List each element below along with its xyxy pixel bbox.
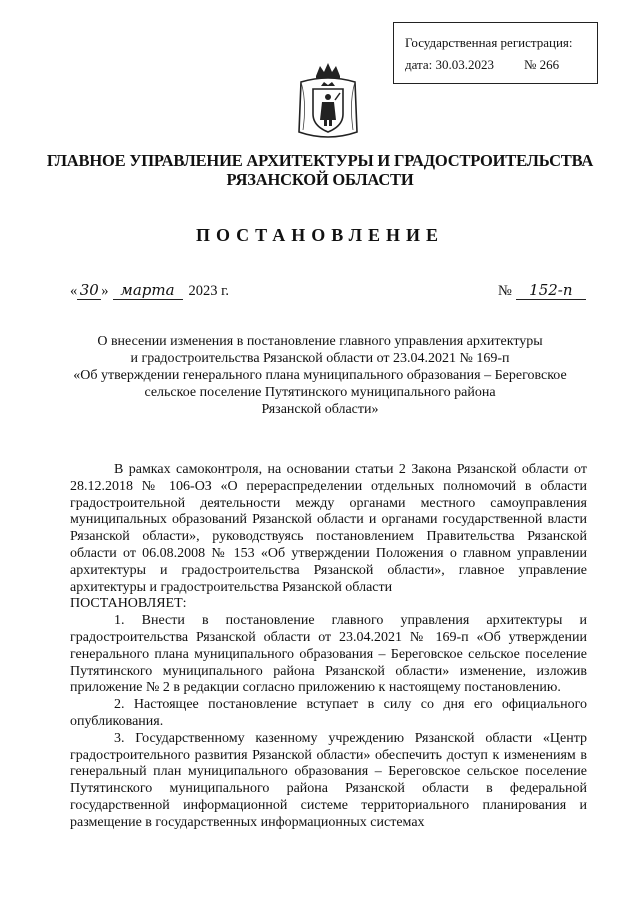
- date-close-quote: »: [101, 283, 109, 299]
- registration-stamp: [393, 22, 598, 84]
- document-subject: [40, 333, 600, 418]
- decree-word: ПОСТАНОВЛЯЕТ:: [70, 596, 187, 612]
- document-type-title: ПОСТАНОВЛЕНИЕ: [195, 225, 445, 245]
- decree-item: 1. Внести в постановление главного управления архитектуры и градостроительства Рязанской области от 23.04.2021 № 169-п «Об утверждении генерального плана муниципального образования – Береговское сельское поселение Путятинского муниципального района Рязанской области» изменение, изложив приложение № 2 в редакции согласно приложению к настоящему постановлению.: [70, 613, 587, 696]
- document-date: [70, 281, 229, 300]
- decree-item: 3. Государственному казенному учреждению Рязанской области «Центр градостроительного развития Рязанской области» обеспечить доступ к изменениям в генеральный план муниципального образования – Береговское сельское поселение Путятинского муниципального района Рязанской области в федеральной государственной информационной системе территориального планирования и размещение в государственных информационных системах: [70, 730, 587, 830]
- registration-number: № 266: [524, 57, 560, 72]
- subject-line: Рязанской области»: [261, 402, 379, 417]
- registration-date: дата: 30.03.2023: [405, 57, 495, 72]
- subject-line: сельское поселение Путятинского муниципального района: [144, 385, 496, 400]
- number-value: 152-п: [516, 281, 586, 300]
- organization-line-1: ГЛАВНОЕ УПРАВЛЕНИЕ АРХИТЕКТУРЫ И ГРАДОСТРОИТЕЛЬСТВА: [46, 151, 594, 170]
- document-number: [498, 281, 586, 300]
- subject-line: и градостроительства Рязанской области от 23.04.2021 № 169-п: [130, 351, 510, 366]
- organization-line-2: РЯЗАНСКОЙ ОБЛАСТИ: [226, 170, 414, 189]
- subject-line: «Об утверждении генерального плана муниципального образования – Береговское: [73, 368, 567, 383]
- preamble-paragraph: В рамках самоконтроля, на основании статьи 2 Закона Рязанской области от 28.12.2018 № 106-ОЗ «О перераспределении отдельных полномочий в области градостроительной деятельности между органами местного самоуправления муниципальных образований Рязанской области и органами государственной власти Рязанской области», руководствуясь постановлением Правительства Рязанской области от 06.08.2008 № 153 «Об утверждении Положения о главном управлении архитектуры и градостроительства Рязанской области», главное управление архитектуры и градостроительства Рязанской области: [70, 462, 587, 595]
- document-body: [70, 462, 587, 832]
- date-open-quote: «: [70, 283, 78, 299]
- date-day: 30: [77, 281, 101, 300]
- number-prefix: №: [498, 283, 512, 299]
- decree-item: 2. Настоящее постановление вступает в силу со дня его официального опубликования.: [70, 697, 587, 729]
- date-year: 2023 г.: [188, 283, 230, 299]
- registration-label: Государственная регистрация:: [405, 35, 573, 50]
- date-month: марта: [113, 281, 183, 300]
- ryazan-coat-of-arms-icon: [295, 62, 361, 142]
- subject-line: О внесении изменения в постановление главного управления архитектуры: [97, 334, 543, 349]
